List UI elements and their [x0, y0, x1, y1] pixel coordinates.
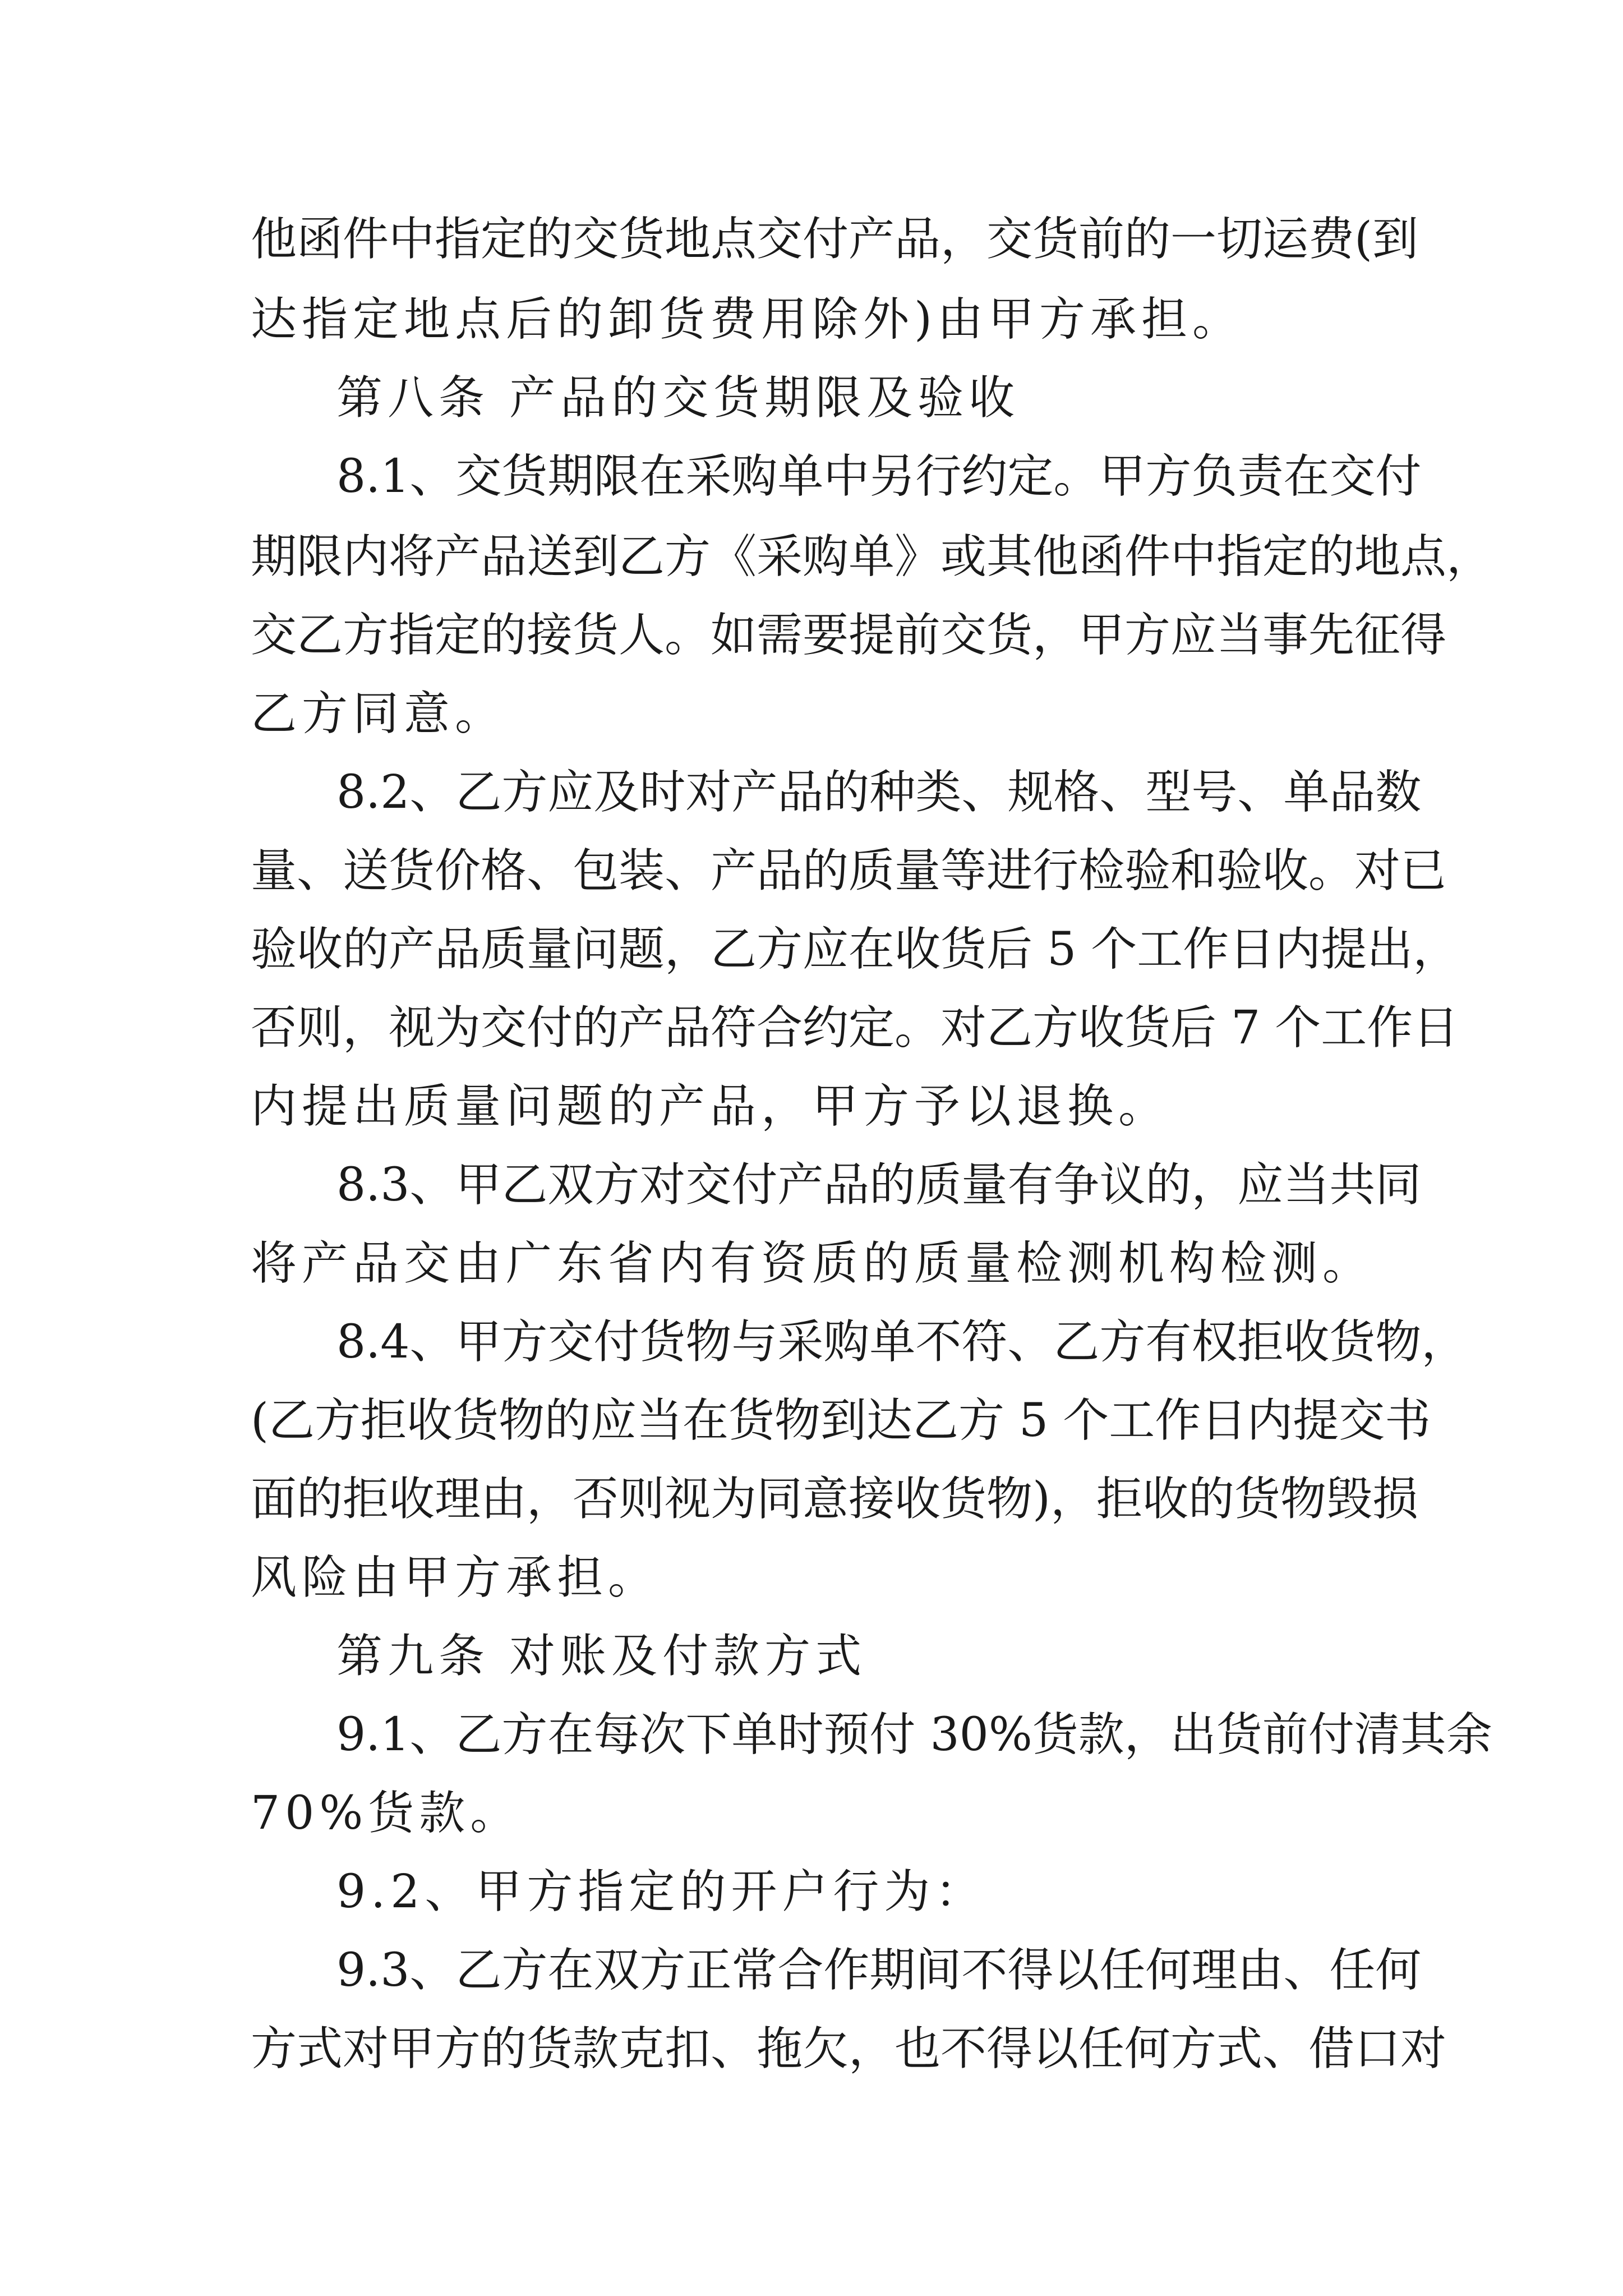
text-line: 面的拒收理由，否则视为同意接收货物)，拒收的货物毁损: [251, 1473, 1418, 1526]
text-line: 交乙方指定的接货人。如需要提前交货，甲方应当事先征得: [251, 609, 1447, 662]
text-line: 否则，视为交付的产品符合约定。对乙方收货后 7 个工作日: [251, 1001, 1459, 1055]
text-line: 期限内将产品送到乙方《采购单》或其他函件中指定的地点，: [251, 530, 1493, 583]
text-line: 内提出质量问题的产品，甲方予以退换。: [251, 1080, 1170, 1133]
text-line: 他函件中指定的交货地点交付产品，交货前的一切运费(到: [251, 213, 1418, 266]
text-line: 8.3、甲乙双方对交付产品的质量有争议的，应当共同: [336, 1158, 1422, 1212]
text-line: 达指定地点后的卸货费用除外)由甲方承担。: [251, 293, 1243, 346]
text-line: 9.2、甲方指定的开户行为：: [336, 1865, 986, 1918]
text-line: 8.2、乙方应及时对产品的种类、规格、型号、单品数: [336, 766, 1422, 819]
text-line: 9.3、乙方在双方正常合作期间不得以任何理由、任何: [336, 1944, 1422, 1997]
text-line: 8.4、甲方交付货物与采购单不符、乙方有权拒收货物，: [336, 1315, 1468, 1369]
text-line: 风险由甲方承担。: [251, 1551, 660, 1604]
section-heading-article-9: 第九条 对账及付款方式: [336, 1630, 867, 1683]
text-line: 量、送货价格、包装、产品的质量等进行检验和验收。对已: [251, 844, 1447, 898]
text-line: 验收的产品质量问题，乙方应在收货后 5 个工作日内提出，: [251, 923, 1459, 976]
text-line: 9.1、乙方在每次下单时预付 30%货款，出货前付清其余: [336, 1708, 1492, 1761]
text-line: 将产品交由广东省内有资质的质量检测机构检测。: [251, 1237, 1374, 1290]
section-heading-article-8: 第八条 产品的交货期限及验收: [336, 371, 1020, 425]
text-line: 乙方同意。: [251, 687, 506, 740]
text-line: 8.1、交货期限在采购单中另行约定。甲方负责在交付: [336, 450, 1422, 503]
text-line: 方式对甲方的货款克扣、拖欠，也不得以任何方式、借口对: [251, 2022, 1447, 2076]
text-line: (乙方拒收货物的应当在货物到达乙方 5 个工作日内提交书: [251, 1394, 1431, 1447]
text-line: 70%货款。: [251, 1787, 522, 1840]
